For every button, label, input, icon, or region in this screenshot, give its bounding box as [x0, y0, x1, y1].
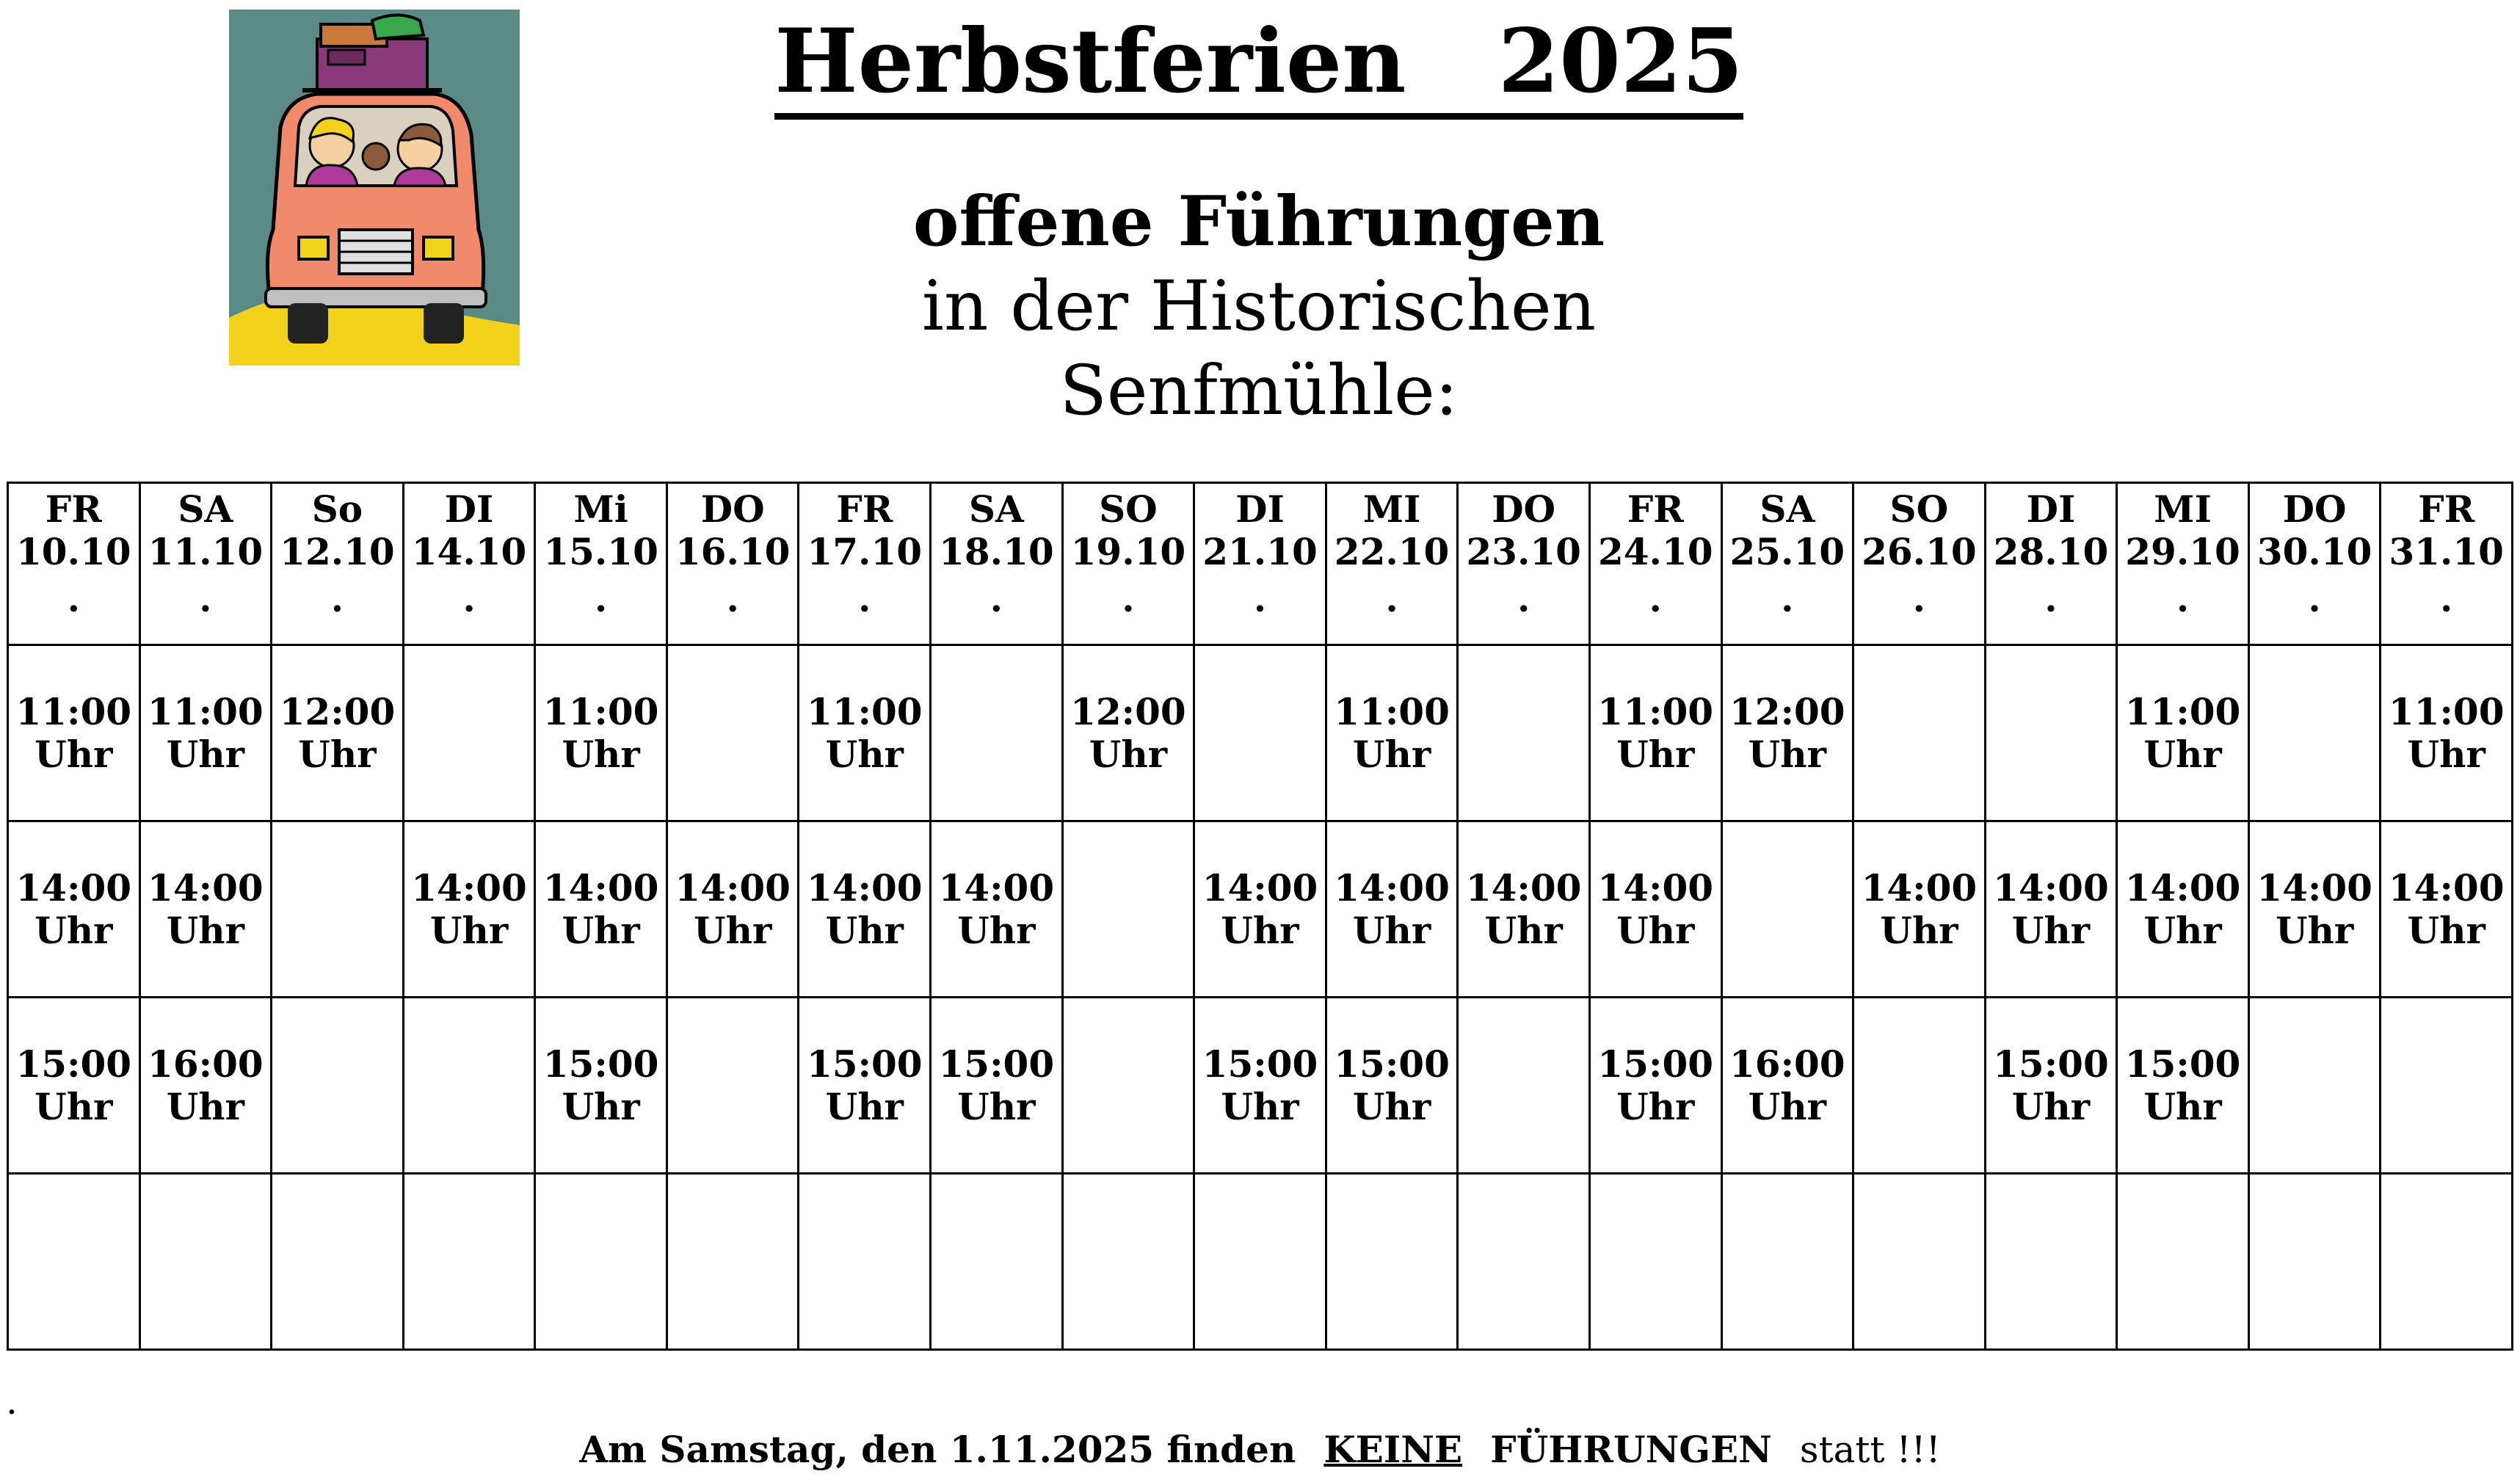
time-slot-cell — [1589, 821, 1721, 998]
time-slot-cell — [1589, 998, 1721, 1174]
slot-time: 16:00 — [148, 1042, 264, 1086]
day-date-dot: . — [1385, 577, 1398, 620]
time-slot-cell — [403, 645, 535, 821]
slot-time: 14:00 — [148, 865, 264, 910]
slot-unit: Uhr — [1352, 1084, 1431, 1128]
day-date: 18.10 — [939, 530, 1054, 573]
slot-time: 14:00 — [1202, 865, 1318, 910]
day-header — [272, 483, 404, 645]
slot-unit: Uhr — [1352, 908, 1431, 952]
day-header — [1326, 483, 1458, 645]
time-slot-cell — [2248, 821, 2381, 998]
day-header — [403, 483, 535, 645]
day-header — [2248, 483, 2381, 645]
slot-unit: Uhr — [1616, 1084, 1695, 1128]
footer-statt: statt !!! — [1799, 1428, 1941, 1471]
time-slot-cell — [139, 1174, 272, 1350]
time-slot-cell — [1062, 645, 1194, 821]
slot-time: 14:00 — [2124, 865, 2241, 910]
time-slot-cell — [2117, 645, 2249, 821]
slot-unit: Uhr — [1748, 732, 1826, 776]
time-slot-cell — [1458, 821, 1590, 998]
time-slot-cell — [2248, 998, 2381, 1174]
day-header — [667, 483, 799, 645]
slot-time: 15:00 — [1993, 1042, 2109, 1086]
day-name: FR — [45, 487, 102, 531]
time-slot-cell — [1721, 821, 1853, 998]
day-name: SA — [178, 487, 233, 531]
day-header — [799, 483, 931, 645]
time-slot-cell — [1326, 1174, 1458, 1350]
time-slot-cell — [1721, 1174, 1853, 1350]
time-slot-cell — [2381, 998, 2513, 1174]
slot-time: 11:00 — [542, 689, 659, 733]
day-name: FR — [2418, 487, 2475, 531]
day-date: 28.10 — [1993, 530, 2109, 573]
time-slot-cell — [2381, 821, 2513, 998]
time-slot-cell — [139, 998, 272, 1174]
time-slot-cell — [1721, 998, 1853, 1174]
slot-time: 14:00 — [411, 865, 527, 910]
time-slot-cell — [2117, 1174, 2249, 1350]
day-date-dot: . — [594, 577, 608, 620]
slot-unit: Uhr — [694, 908, 772, 952]
slot-time: 11:00 — [15, 689, 132, 733]
day-header — [1853, 483, 1986, 645]
slot-unit: Uhr — [166, 908, 245, 952]
time-slot-cell — [667, 645, 799, 821]
day-date: 30.10 — [2256, 530, 2372, 573]
day-header — [535, 483, 667, 645]
day-date: 24.10 — [1597, 530, 1713, 573]
day-name: SO — [1889, 487, 1949, 531]
slot-unit: Uhr — [2143, 908, 2222, 952]
time-slot-cell — [272, 821, 404, 998]
slot-unit: Uhr — [562, 732, 640, 776]
time-slot-cell — [535, 645, 667, 821]
day-name: DI — [1235, 487, 1285, 531]
slot-unit: Uhr — [1352, 732, 1431, 776]
day-date-dot: . — [2176, 577, 2190, 620]
page-subtitle: offene Führungen — [912, 181, 1605, 262]
slot-unit: Uhr — [1880, 908, 1958, 952]
time-slot-cell — [799, 1174, 931, 1350]
slot-unit: Uhr — [562, 1084, 640, 1128]
slot-unit: Uhr — [1748, 1084, 1826, 1128]
time-slot-cell — [535, 821, 667, 998]
time-slot-cell — [1326, 821, 1458, 998]
slot-time: 14:00 — [806, 865, 923, 910]
time-slot-cell — [1985, 998, 2117, 1174]
time-slot-cell — [1326, 998, 1458, 1174]
time-slot-cell — [667, 821, 799, 998]
day-date: 12.10 — [280, 530, 395, 573]
day-name: SA — [1760, 487, 1815, 531]
slot-unit: Uhr — [1221, 1084, 1299, 1128]
slot-time: 12:00 — [1070, 689, 1186, 733]
time-slot-cell — [1458, 998, 1590, 1174]
day-date-dot: . — [1253, 577, 1267, 620]
time-slot-cell — [535, 1174, 667, 1350]
day-name: FR — [836, 487, 893, 531]
slot-unit: Uhr — [429, 908, 509, 952]
schedule-row — [8, 998, 2513, 1174]
slot-time: 15:00 — [806, 1042, 923, 1086]
time-slot-cell — [1062, 998, 1194, 1174]
day-name: MI — [2154, 487, 2212, 531]
day-header — [2117, 483, 2249, 645]
time-slot-cell — [2117, 998, 2249, 1174]
day-date-dot: . — [199, 577, 212, 620]
slot-time: 11:00 — [148, 689, 264, 733]
day-name: DO — [700, 487, 765, 531]
time-slot-cell — [931, 821, 1063, 998]
slot-unit: Uhr — [1089, 732, 1168, 776]
time-slot-cell — [8, 998, 140, 1174]
day-date: 15.10 — [543, 530, 658, 573]
slot-unit: Uhr — [2143, 1084, 2222, 1128]
slot-unit: Uhr — [166, 1084, 245, 1128]
slot-time: 15:00 — [1202, 1042, 1318, 1086]
footer-keine: KEINE — [1323, 1428, 1463, 1471]
day-name: MI — [1362, 487, 1421, 531]
time-slot-cell — [1326, 645, 1458, 821]
day-date-dot: . — [2308, 577, 2321, 620]
time-slot-cell — [272, 1174, 404, 1350]
slot-time: 11:00 — [806, 689, 923, 733]
day-date-dot: . — [990, 577, 1003, 620]
time-slot-cell — [1062, 1174, 1194, 1350]
footer-fuehrungen: FÜHRUNGEN — [1490, 1428, 1772, 1471]
slot-unit: Uhr — [957, 908, 1036, 952]
slot-unit: Uhr — [35, 908, 113, 952]
day-date-dot: . — [726, 577, 739, 620]
time-slot-cell — [272, 998, 404, 1174]
time-slot-cell — [272, 645, 404, 821]
slot-unit: Uhr — [2407, 908, 2485, 952]
slot-unit: Uhr — [2407, 732, 2485, 776]
time-slot-cell — [8, 821, 140, 998]
slot-time: 11:00 — [1334, 689, 1450, 733]
day-date: 31.10 — [2389, 530, 2504, 573]
page-title-text: Herbstferien 2025 — [774, 10, 1743, 120]
footer-text-main: Am Samstag, den 1.11.2025 finden — [579, 1428, 1296, 1471]
schedule-row — [8, 1174, 2513, 1350]
day-date: 26.10 — [1862, 530, 1977, 573]
slot-unit: Uhr — [2143, 732, 2222, 776]
slot-unit: Uhr — [2011, 1084, 2091, 1128]
slot-time: 14:00 — [1993, 865, 2109, 910]
slot-time: 15:00 — [15, 1042, 132, 1086]
time-slot-cell — [799, 645, 931, 821]
slot-time: 14:00 — [1861, 865, 1978, 910]
slot-time: 14:00 — [542, 865, 659, 910]
slot-time: 14:00 — [1334, 865, 1450, 910]
footer-dot: . — [6, 1380, 18, 1423]
page-title — [763, 10, 1754, 113]
time-slot-cell — [931, 645, 1063, 821]
slot-time: 14:00 — [15, 865, 132, 910]
time-slot-cell — [1985, 1174, 2117, 1350]
day-name: DO — [2282, 487, 2347, 531]
day-header — [1458, 483, 1590, 645]
time-slot-cell — [8, 1174, 140, 1350]
day-date-dot: . — [1781, 577, 1794, 620]
slot-time: 15:00 — [1334, 1042, 1450, 1086]
day-name: Mi — [573, 487, 628, 531]
time-slot-cell — [535, 998, 667, 1174]
day-date: 17.10 — [807, 530, 923, 573]
slot-unit: Uhr — [1221, 908, 1299, 952]
time-slot-cell — [1194, 998, 1326, 1174]
time-slot-cell — [799, 998, 931, 1174]
time-slot-cell — [1458, 1174, 1590, 1350]
day-date: 11.10 — [148, 530, 264, 573]
time-slot-cell — [2248, 645, 2381, 821]
schedule-row — [8, 645, 2513, 821]
day-header — [2381, 483, 2513, 645]
slot-unit: Uhr — [957, 1084, 1036, 1128]
day-date-dot: . — [1122, 577, 1135, 620]
slot-unit: Uhr — [2011, 908, 2091, 952]
day-date: 25.10 — [1729, 530, 1845, 573]
slot-time: 11:00 — [2124, 689, 2241, 733]
slot-unit: Uhr — [166, 732, 245, 776]
slot-time: 14:00 — [938, 865, 1055, 910]
slot-time: 14:00 — [1465, 865, 1582, 910]
day-date: 22.10 — [1334, 530, 1450, 573]
day-date: 10.10 — [16, 530, 131, 573]
day-date: 14.10 — [411, 530, 527, 573]
day-header — [1062, 483, 1194, 645]
time-slot-cell — [1853, 1174, 1986, 1350]
day-date-dot: . — [2439, 577, 2453, 620]
time-slot-cell — [139, 821, 272, 998]
slot-unit: Uhr — [825, 732, 904, 776]
day-header — [8, 483, 140, 645]
day-date-dot: . — [1912, 577, 1926, 620]
time-slot-cell — [1194, 1174, 1326, 1350]
day-name: SA — [968, 487, 1024, 531]
slot-time: 14:00 — [1597, 865, 1714, 910]
slot-time: 12:00 — [279, 689, 396, 733]
day-header — [139, 483, 272, 645]
slot-unit: Uhr — [562, 908, 640, 952]
tour-schedule-table — [7, 482, 2513, 1351]
time-slot-cell — [1721, 645, 1853, 821]
slot-time: 16:00 — [1729, 1042, 1845, 1086]
time-slot-cell — [667, 998, 799, 1174]
time-slot-cell — [2117, 821, 2249, 998]
time-slot-cell — [931, 1174, 1063, 1350]
slot-time: 11:00 — [2388, 689, 2505, 733]
day-header — [931, 483, 1063, 645]
day-name: FR — [1627, 487, 1684, 531]
time-slot-cell — [403, 998, 535, 1174]
day-header — [1721, 483, 1853, 645]
slot-time: 11:00 — [1597, 689, 1714, 733]
time-slot-cell — [403, 821, 535, 998]
time-slot-cell — [799, 821, 931, 998]
slot-time: 15:00 — [938, 1042, 1055, 1086]
time-slot-cell — [1985, 821, 2117, 998]
time-slot-cell — [403, 1174, 535, 1350]
time-slot-cell — [2381, 1174, 2513, 1350]
slot-unit: Uhr — [1484, 908, 1563, 952]
time-slot-cell — [1853, 821, 1986, 998]
day-date: 16.10 — [675, 530, 791, 573]
slot-time: 14:00 — [2256, 865, 2372, 910]
day-date: 21.10 — [1202, 530, 1318, 573]
time-slot-cell — [1853, 998, 1986, 1174]
slot-time: 15:00 — [2124, 1042, 2241, 1086]
day-name: DO — [1492, 487, 1556, 531]
day-date-dot: . — [462, 577, 476, 620]
time-slot-cell — [2248, 1174, 2381, 1350]
day-name: SO — [1099, 487, 1158, 531]
day-header — [1589, 483, 1721, 645]
time-slot-cell — [8, 645, 140, 821]
slot-unit: Uhr — [1616, 732, 1695, 776]
day-date: 29.10 — [2125, 530, 2240, 573]
page-subtitle-location: in der Historischen Senfmühle: — [921, 266, 1597, 431]
schedule-row — [8, 821, 2513, 998]
time-slot-cell — [1589, 645, 1721, 821]
slot-unit: Uhr — [1616, 908, 1695, 952]
day-name: So — [311, 487, 363, 531]
car-with-luggage-illustration — [229, 10, 520, 366]
slot-unit: Uhr — [298, 732, 377, 776]
day-header — [1985, 483, 2117, 645]
time-slot-cell — [1194, 821, 1326, 998]
time-slot-cell — [931, 998, 1063, 1174]
time-slot-cell — [139, 645, 272, 821]
slot-time: 14:00 — [675, 865, 791, 910]
slot-unit: Uhr — [2275, 908, 2354, 952]
time-slot-cell — [667, 1174, 799, 1350]
slot-time: 12:00 — [1729, 689, 1845, 733]
time-slot-cell — [1985, 645, 2117, 821]
day-date-dot: . — [67, 577, 80, 620]
schedule-header-row — [8, 483, 2513, 645]
day-name: DI — [444, 487, 494, 531]
slot-unit: Uhr — [825, 1084, 904, 1128]
day-date-dot: . — [2044, 577, 2058, 620]
day-date-dot: . — [858, 577, 871, 620]
time-slot-cell — [1589, 1174, 1721, 1350]
day-date-dot: . — [1649, 577, 1662, 620]
slot-unit: Uhr — [825, 908, 904, 952]
day-date-dot: . — [330, 577, 344, 620]
day-date: 23.10 — [1466, 530, 1581, 573]
day-date-dot: . — [1517, 577, 1530, 620]
time-slot-cell — [1194, 645, 1326, 821]
day-name: DI — [2026, 487, 2076, 531]
slot-time: 15:00 — [542, 1042, 659, 1086]
day-date: 19.10 — [1070, 530, 1186, 573]
time-slot-cell — [1458, 645, 1590, 821]
time-slot-cell — [1853, 645, 1986, 821]
time-slot-cell — [1062, 821, 1194, 998]
slot-unit: Uhr — [35, 732, 113, 776]
slot-unit: Uhr — [35, 1084, 113, 1128]
slot-time: 14:00 — [2388, 865, 2505, 910]
day-header — [1194, 483, 1326, 645]
time-slot-cell — [2381, 645, 2513, 821]
slot-time: 15:00 — [1597, 1042, 1714, 1086]
footer-note — [0, 1428, 2520, 1472]
